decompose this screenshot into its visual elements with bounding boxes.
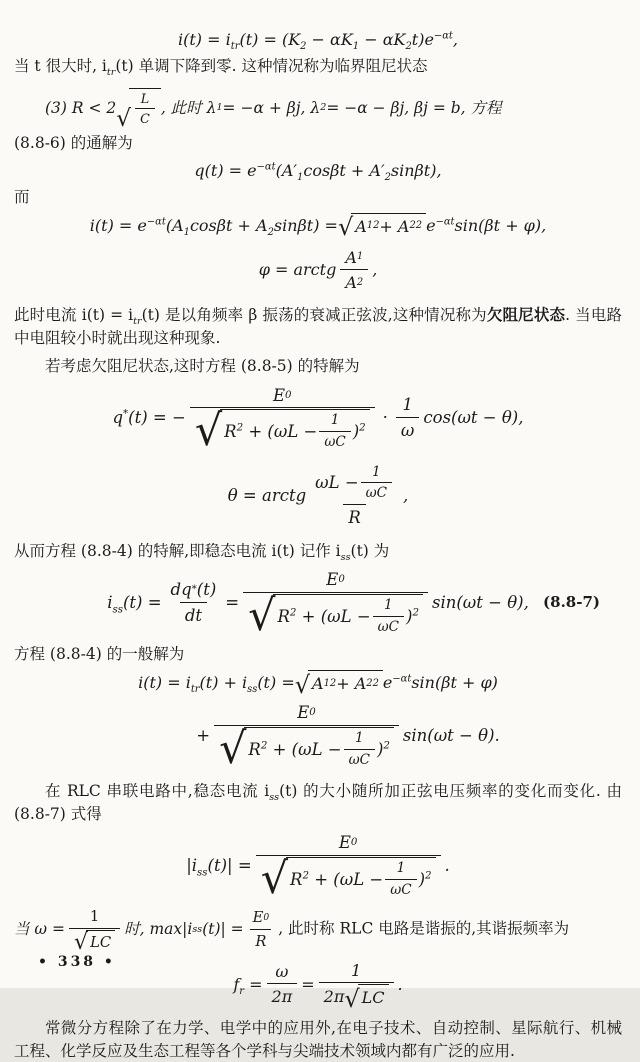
radicand bbox=[129, 88, 161, 129]
plus-sign: + bbox=[196, 725, 211, 745]
denominator: ωC bbox=[373, 616, 404, 638]
bold-term-underdamped: 欠阻尼 bbox=[486, 305, 534, 325]
denominator: ωC bbox=[361, 482, 392, 504]
paragraph-text: 方程 (8.8-4) 的一般解为 bbox=[14, 645, 185, 664]
radical-icon: √ bbox=[260, 853, 289, 904]
formula-lead: $f_r$ = bbox=[233, 974, 263, 997]
formula-text: $q(t) = e^{-\alpha t}(A'_1\cos\beta t + A'_2\sin\beta t)$, bbox=[194, 160, 442, 184]
numerator: 1 bbox=[384, 597, 393, 614]
total-current-formula-line2 bbox=[14, 701, 622, 774]
general-solution-intro-2 bbox=[14, 643, 622, 665]
condition-lead: 当 ω = bbox=[14, 920, 65, 939]
numerator: 1 bbox=[402, 395, 413, 415]
equals-sign: = bbox=[225, 592, 240, 612]
impedance-fraction bbox=[190, 384, 375, 456]
case3-underdamped-condition bbox=[14, 88, 622, 132]
paragraph-text: 若考虑欠阻尼状态,这时方程 (8.8-5) 的特解为 bbox=[45, 357, 360, 376]
underdamped-description bbox=[14, 304, 622, 349]
steady-state-current-formula bbox=[14, 568, 622, 641]
radicand-lead: $R^2 + (\omega L$ − bbox=[277, 606, 371, 626]
formula-lead: $i(t) = e^{-\alpha t}(A_1\cos\beta t + A_2\sin\beta t)$ = bbox=[89, 215, 338, 238]
denominator-lead: 2π bbox=[323, 987, 345, 1007]
radicand bbox=[273, 594, 423, 637]
radicand-lead: $R^2 + (\omega L$ − bbox=[290, 869, 384, 889]
formula-tail: sin(ωt − θ). bbox=[402, 725, 500, 745]
equation-number: (8.8-7) bbox=[543, 593, 600, 611]
denominator: A 2 bbox=[340, 269, 368, 294]
numerator: E 0 bbox=[272, 385, 292, 405]
one-over-omegaC bbox=[319, 411, 350, 452]
square-root bbox=[260, 853, 436, 904]
numerator: E 0 bbox=[326, 570, 345, 590]
phase-angle-formula bbox=[14, 246, 622, 294]
denominator bbox=[69, 928, 120, 956]
denominator bbox=[214, 723, 399, 774]
numerator: ω bbox=[275, 961, 289, 981]
formula-lead: $i_{ss}(t)$ = bbox=[107, 592, 162, 616]
numerator bbox=[310, 463, 399, 504]
paragraph-text: 从而方程 (8.8-4) 的特解,即稳态电流 i(t) 记作 $i_{ss}(t)$ 为 bbox=[14, 541, 390, 563]
denominator: 2π bbox=[267, 983, 298, 1008]
denominator: R bbox=[250, 929, 271, 952]
sqrt-L-over-C bbox=[116, 88, 161, 132]
radical-icon: √ bbox=[337, 213, 354, 242]
condition-tail: , 此时称 RLC 电路是谐振的,其谐振频率为 bbox=[278, 919, 570, 938]
numerator: L bbox=[140, 90, 150, 106]
paragraph-text: (8.8-6) 的通解为 bbox=[14, 134, 133, 153]
square-root bbox=[194, 406, 370, 456]
square-root bbox=[248, 590, 423, 641]
current-amplitude-formula bbox=[14, 831, 622, 904]
current-oscillation-formula bbox=[14, 213, 622, 242]
critical-damping-description bbox=[14, 55, 622, 77]
particular-solution-intro bbox=[14, 355, 622, 377]
impedance-fraction bbox=[243, 568, 428, 641]
radical-icon: √ bbox=[194, 406, 223, 456]
formula-tail: sin(ωt − θ), bbox=[431, 592, 529, 612]
condition-tail: , 此时 λ 1 = −α + βj, λ 2 = −α − βj, βj = b, 方程 bbox=[160, 98, 502, 117]
numerator: 1 bbox=[396, 860, 406, 877]
numerator: 1 bbox=[89, 908, 100, 926]
denominator: ωC bbox=[385, 879, 416, 901]
resonance-condition bbox=[14, 906, 622, 956]
denominator bbox=[190, 406, 375, 456]
radicand-tail: )$^2$ bbox=[352, 422, 366, 442]
numerator: 1 bbox=[354, 730, 364, 747]
radicand bbox=[220, 409, 370, 452]
numerator: 1 bbox=[372, 463, 381, 480]
general-solution-intro bbox=[14, 132, 622, 154]
formula-tail: , bbox=[372, 260, 378, 280]
denominator: ω bbox=[396, 417, 419, 443]
denominator bbox=[243, 590, 428, 641]
radical-icon: √ bbox=[294, 670, 311, 699]
denominator: C bbox=[135, 108, 155, 128]
total-current-formula-line1 bbox=[14, 670, 622, 699]
denominator: dt bbox=[180, 602, 207, 628]
radicand: LC bbox=[358, 984, 389, 1009]
radical-icon: √ bbox=[248, 590, 276, 641]
denominator bbox=[256, 853, 441, 904]
theta-formula bbox=[14, 463, 622, 530]
paragraph-text: 此时电流 $i(t) = i_{tr}(t)$ 是以角频率 β 振荡的衰减正弦波,这种情况称为 bbox=[14, 306, 487, 328]
sqrt-LC bbox=[73, 930, 115, 956]
paragraph-text: 而 bbox=[14, 188, 30, 207]
L-over-C-fraction bbox=[135, 90, 155, 129]
formula-tail: $e^{-\alpha t}\sin(\beta t + \varphi)$ bbox=[382, 672, 498, 692]
derivative-fraction bbox=[166, 578, 222, 628]
formula-text: $i(t) = i_{tr}(t) = (K_2 - \alpha K_1 - \alpha K_2t)e^{-\alpha t}$, bbox=[178, 30, 458, 53]
reactance-over-R-fraction bbox=[310, 463, 399, 530]
numerator: 1 bbox=[330, 412, 340, 429]
radicand-lead: $R^2 + (\omega L$ − bbox=[248, 739, 342, 759]
sqrt-amplitude bbox=[294, 670, 383, 699]
one-over-omegaC bbox=[344, 729, 375, 770]
formula-lead: θ = arctg bbox=[227, 486, 307, 506]
radicand: LC bbox=[86, 930, 115, 953]
formula-lead: φ = arctg bbox=[258, 260, 337, 280]
rlc-series-description bbox=[14, 780, 622, 825]
numerator: 1 bbox=[351, 960, 362, 980]
formula-lead: q*(t) = − bbox=[112, 408, 186, 428]
formula-tail: , bbox=[403, 486, 409, 506]
bold-term-state: 状态 bbox=[533, 305, 566, 325]
critical-damping-current-formula bbox=[14, 28, 622, 51]
A1-over-A2-fraction bbox=[340, 246, 368, 294]
dot-operator: · bbox=[382, 408, 388, 428]
charge-general-solution-formula bbox=[14, 159, 622, 182]
omega-over-2pi bbox=[267, 960, 298, 1008]
paragraph-text: 在 RLC 串联电路中,稳态电流 $i_{ss}(t)$ 的大小随所加正弦电压频率的变化而变化. 由 (8.8-7) 式得 bbox=[14, 782, 622, 823]
sqrt-LC bbox=[344, 984, 388, 1013]
formula-tail: cos(ωt − θ), bbox=[423, 408, 524, 428]
impedance-fraction bbox=[214, 701, 399, 774]
paragraph-text: 当 t 很大时, $i_{tr}(t)$ 单调下降到零. 这种情况称为临界阻尼状态 bbox=[14, 57, 428, 79]
page-number: • 338 • bbox=[38, 953, 116, 970]
radicand: A 1 2 + A 2 2 bbox=[351, 213, 426, 238]
radicand-tail: )$^2$ bbox=[418, 869, 432, 889]
denominator: ωC bbox=[344, 749, 375, 771]
radicand: A 1 2 + A 2 2 bbox=[308, 670, 383, 695]
connector-er bbox=[14, 186, 622, 208]
numerator: dq * (t) bbox=[170, 579, 217, 599]
denominator: R bbox=[343, 504, 365, 530]
steady-state-intro bbox=[14, 540, 622, 562]
radical-icon: √ bbox=[344, 984, 360, 1013]
radical-icon: √ bbox=[73, 930, 89, 956]
condition-lead: (3) R < 2 bbox=[45, 98, 117, 117]
one-over-2pi-sqrtLC bbox=[319, 959, 394, 1013]
radicand-tail: )$^2$ bbox=[406, 606, 419, 626]
equals-sign: = bbox=[301, 974, 315, 994]
radicand-lead: $R^2 + (\omega L$ − bbox=[224, 422, 318, 442]
square-root bbox=[219, 723, 394, 774]
formula-tail: . bbox=[444, 855, 450, 875]
radicand bbox=[244, 727, 394, 770]
condition-mid: 时, max|i ss (t)| = bbox=[124, 920, 244, 939]
numerator-lead: ωL − bbox=[315, 473, 359, 493]
numerator: A 1 bbox=[345, 247, 364, 267]
numerator: E 0 bbox=[297, 703, 316, 723]
impedance-fraction bbox=[256, 831, 441, 904]
radical-icon: √ bbox=[116, 104, 132, 132]
one-over-omegaC bbox=[385, 859, 416, 900]
one-over-sqrtLC bbox=[69, 906, 120, 956]
paragraph-text: 常微分方程除了在力学、电学中的应用外,在电子技术、自动控制、星际航行、机械工程、化学反应及生态工程等各个学科与尖端技术领域内都有广泛的应用. bbox=[14, 1019, 622, 1060]
denominator: ωC bbox=[319, 431, 350, 453]
E0-over-R bbox=[248, 907, 275, 952]
radicand-tail: )$^2$ bbox=[376, 739, 390, 759]
formula-tail: $e^{-\alpha t}\sin(\beta t + \varphi)$, bbox=[426, 215, 547, 235]
denominator bbox=[319, 982, 394, 1013]
numerator: E 0 bbox=[252, 909, 270, 927]
radical-icon: √ bbox=[219, 723, 247, 774]
sqrt-amplitude bbox=[337, 213, 426, 242]
applications-paragraph bbox=[14, 1017, 622, 1062]
one-over-omega bbox=[396, 393, 419, 443]
numerator: E 0 bbox=[338, 833, 358, 853]
formula-tail: . bbox=[397, 974, 403, 994]
formula-lead: $|i_{ss}(t)|$ = bbox=[186, 855, 252, 879]
one-over-omegaC bbox=[373, 596, 404, 637]
charge-particular-solution-formula bbox=[14, 384, 622, 456]
paragraph-tail: . 当电路中电阻较小时就出现这种现象. bbox=[14, 306, 622, 347]
radicand bbox=[286, 857, 436, 900]
one-over-omegaC bbox=[361, 463, 392, 504]
formula-lead: $i(t) = i_{tr}(t) + i_{ss}(t)$ = bbox=[138, 672, 295, 696]
